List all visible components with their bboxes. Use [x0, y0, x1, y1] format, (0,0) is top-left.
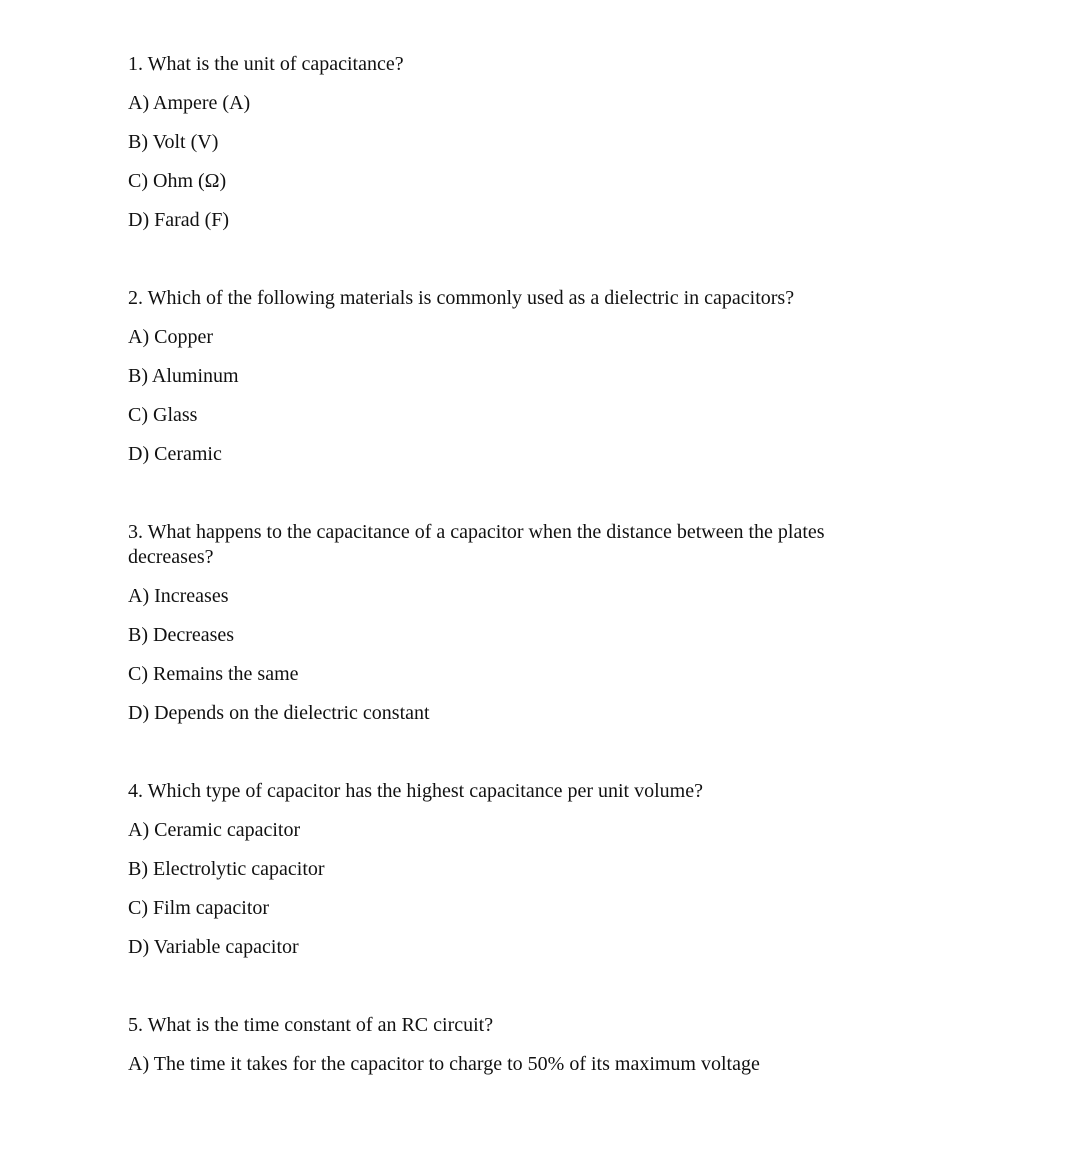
answer-option: D) Depends on the dielectric constant: [128, 702, 430, 724]
answer-option: A) The time it takes for the capacitor to charge to 50% of its maximum voltage: [128, 1053, 760, 1075]
answer-option: A) Ceramic capacitor: [128, 819, 301, 841]
answer-option: B) Aluminum: [128, 365, 239, 387]
answer-option: D) Ceramic: [128, 443, 222, 465]
answer-option: D) Variable capacitor: [128, 936, 299, 958]
question-1: [128, 52, 888, 233]
answer-option: B) Volt (V): [128, 131, 219, 153]
question-text: 4. Which type of capacitor has the highest capacitance per unit volume?: [128, 780, 703, 802]
answer-option: C) Film capacitor: [128, 897, 270, 919]
answer-option: A) Ampere (A): [128, 92, 251, 114]
answer-option: A) Increases: [128, 585, 229, 607]
answer-option: C) Ohm (Ω): [128, 170, 227, 192]
answer-option: A) Copper: [128, 326, 213, 348]
answer-option: B) Electrolytic capacitor: [128, 858, 325, 880]
question-4: [128, 779, 888, 960]
question-2: [128, 286, 888, 467]
answer-option: C) Remains the same: [128, 663, 299, 685]
answer-option: D) Farad (F): [128, 209, 230, 231]
question-text: 3. What happens to the capacitance of a capacitor when the distance between the plates decreases?: [128, 521, 825, 568]
question-text: 2. Which of the following materials is commonly used as a dielectric in capacitors?: [128, 287, 795, 309]
question-3: [128, 520, 888, 726]
answer-option: C) Glass: [128, 404, 198, 426]
question-text: 1. What is the unit of capacitance?: [128, 53, 404, 75]
question-text: 5. What is the time constant of an RC circuit?: [128, 1014, 494, 1036]
question-5: [128, 1013, 888, 1077]
answer-option: B) Decreases: [128, 624, 235, 646]
